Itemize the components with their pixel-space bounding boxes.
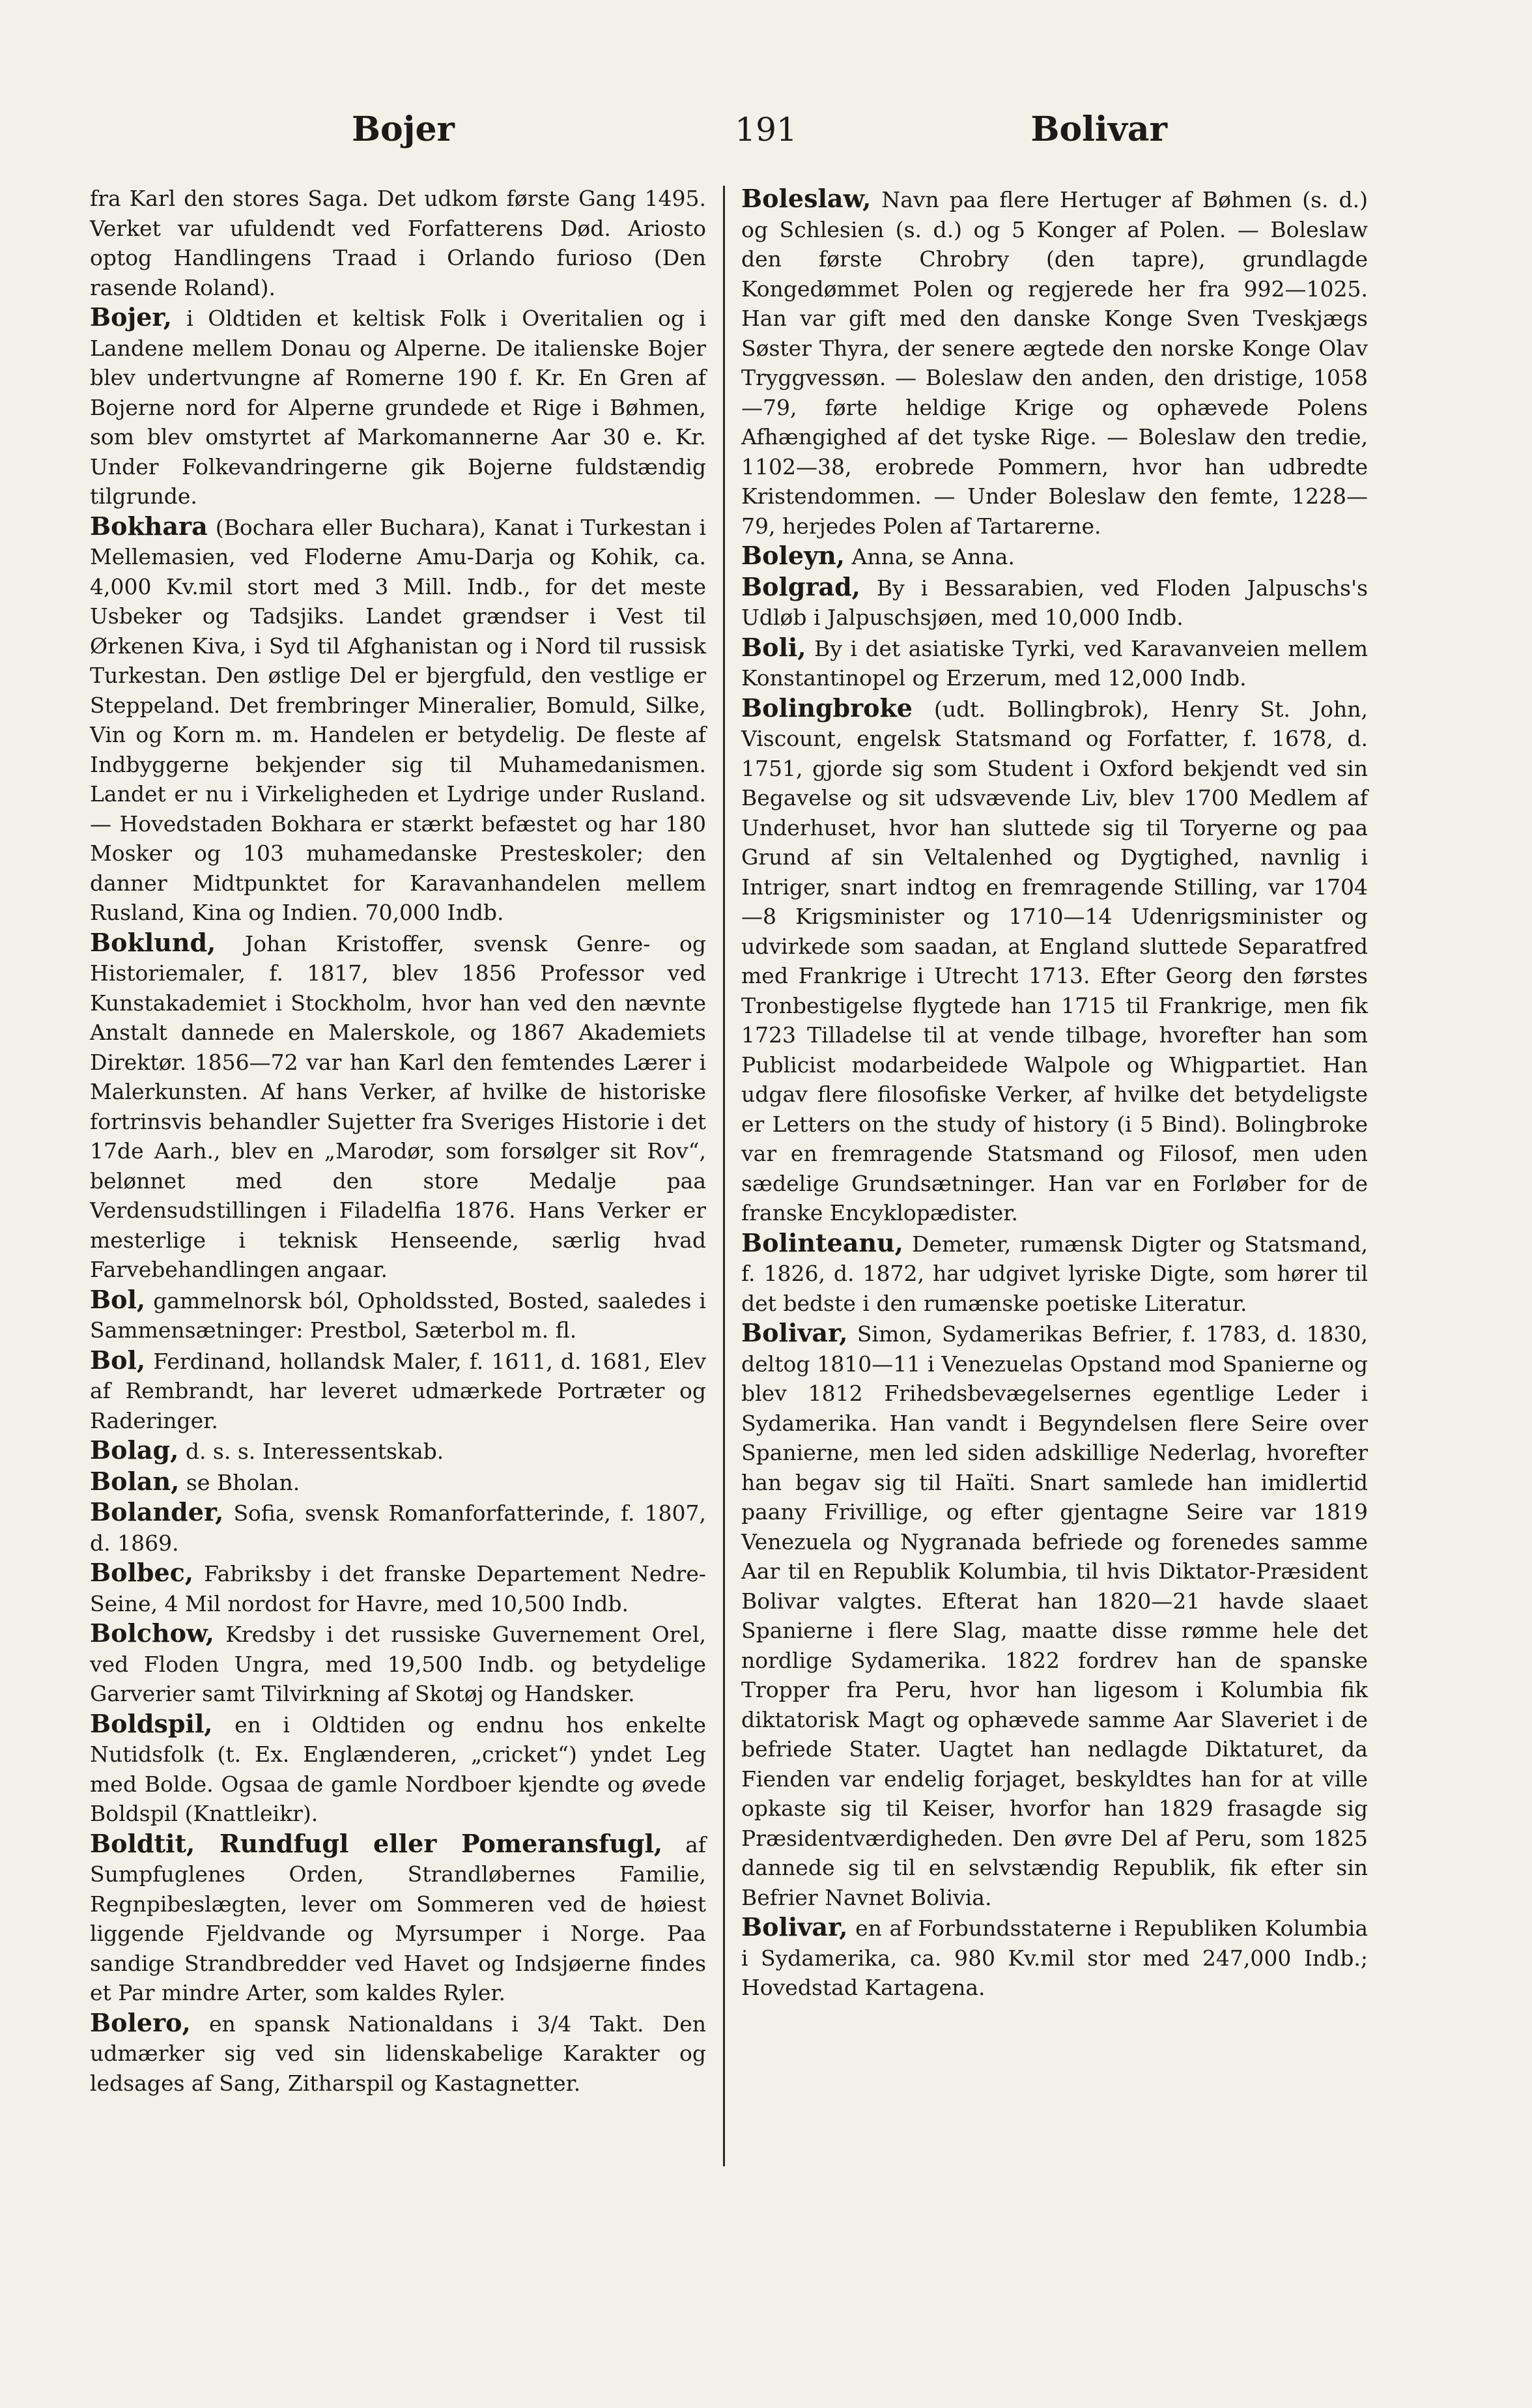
- dictionary-entry: [741, 541, 1368, 572]
- entry-text: Navn paa flere Hertuger af Bøhmen (s. d.) og Schlesien (s. d.) og 5 Konger af Polen. — Boleslaw den første Chrobry (den tapre), grundlagde Kongedømmet Polen og regjerede her fra 992—1025. Han var gift med den danske Konge Sven Tveskjægs Søster Thyra, der senere ægtede den norske Konge Olav Tryggvessøn. — Boleslaw den anden, den dristige, 1058—79, førte heldige Krige og ophævede Polens Afhængighed af det tyske Rige. — Boleslaw den tredie, 1102—38, erobrede Pommern, hvor han udbredte Kristendommen. — Under Boleslaw den femte, 1228—79, herjedes Polen af Tartarerne.: [741, 187, 1368, 539]
- entry-headword: Bokhara: [90, 511, 208, 541]
- entry-text: Anna, se Anna.: [851, 544, 1015, 569]
- dictionary-entry: [741, 1912, 1368, 2003]
- dictionary-entry: [90, 1497, 706, 1558]
- entry-headword: Bolingbroke: [741, 693, 913, 723]
- dictionary-entry: [90, 1618, 706, 1709]
- entry-text: en i Oldtiden og endnu hos enkelte Nutidsfolk (t. Ex. Englænderen, „cricket“) yndet Leg med Bolde. Ogsaa de gamle Nordboer kjendte og øvede Boldspil (Knattleikr).: [90, 1712, 706, 1826]
- dictionary-entry: [90, 1467, 706, 1498]
- entry-headword: Bolivar,: [741, 1912, 848, 1942]
- entry-text: Fabriksby i det franske Departement Nedre-Seine, 4 Mil nordost for Havre, med 10,500 Indb.: [90, 1561, 706, 1616]
- entry-headword: Boklund,: [90, 927, 216, 957]
- entry-text: se Bholan.: [186, 1469, 300, 1495]
- entry-headword: Boli,: [741, 632, 806, 662]
- page-header: [91, 109, 1441, 155]
- page-number: 191: [735, 111, 797, 149]
- entry-headword: Bolbec,: [90, 1558, 194, 1587]
- dictionary-entry: [741, 184, 1368, 541]
- entry-text: Johan Kristoffer, svensk Genre- og Historiemaler, f. 1817, blev 1856 Professor ved Kunstakademiet i Stockholm, hvor han ved den nævnte Anstalt dannede en Malerskole, og 1867 Akademiets Direktør. 1856—72 var han Karl den femtendes Lærer i Malerkunsten. Af hans Verker, af hvilke de historiske fortrinsvis behandler Sujetter fra Sveriges Historie i det 17de Aarh., blev en „Marodør, som forsølger sit Rov“, belønnet med den store Medalje paa Verdensudstillingen i Filadelfia 1876. Hans Verker er mesterlige i teknisk Henseende, særlig hvad Farvebehandlingen angaar.: [90, 930, 706, 1282]
- entry-headword: Bolivar,: [741, 1318, 848, 1347]
- dictionary-entry: [90, 184, 706, 302]
- entry-text: af Sumpfuglenes Orden, Strandløbernes Familie, Regnpibeslægten, lever om Sommeren ved de høiest liggende Fjeldvande og Myrsumper i Norge. Paa sandige Strandbredder ved Havet og Indsjøerne findes et Par mindre Arter, som kaldes Ryler.: [90, 1831, 706, 2005]
- entry-headword: Bolgrad,: [741, 571, 860, 601]
- dictionary-entry: [741, 693, 1368, 1228]
- column-divider: [723, 186, 725, 2166]
- dictionary-entry: [90, 2008, 706, 2099]
- entry-headword: Boleyn,: [741, 541, 845, 570]
- header-right-guide-word: Bolivar: [1030, 109, 1167, 149]
- entry-headword: Bol,: [90, 1284, 146, 1314]
- entry-headword: Bojer,: [90, 302, 172, 332]
- entry-headword: Bolero,: [90, 2007, 191, 2037]
- dictionary-entry: [741, 633, 1368, 693]
- entry-text: Ferdinand, hollandsk Maler, f. 1611, d. 1681, Elev af Rembrandt, har leveret udmærkede Portræter og Raderinger.: [90, 1348, 706, 1433]
- entry-headword: Boldspil,: [90, 1708, 213, 1738]
- header-left-guide-word: Bojer: [352, 109, 455, 149]
- entry-headword: Bolchow,: [90, 1618, 214, 1648]
- right-column: [741, 184, 1368, 2003]
- entry-text: en spansk Nationaldans i 3/4 Takt. Den udmærker sig ved sin lidenskabelige Karakter og ledsages af Sang, Zitharspil og Kastagnetter.: [90, 2011, 706, 2096]
- dictionary-entry: [90, 1558, 706, 1618]
- entry-text: By i det asiatiske Tyrki, ved Karavanveien mellem Konstantinopel og Erzerum, med 12,000 Indb.: [741, 635, 1368, 691]
- dictionary-entry: [741, 572, 1368, 633]
- entry-headword: Boleslaw,: [741, 184, 872, 213]
- entry-text: Simon, Sydamerikas Befrier, f. 1783, d. 1830, deltog 1810—11 i Venezuelas Opstand mod Spanierne og blev 1812 Frihedsbevægelsernes egentlige Leder i Sydamerika. Han vandt i Begyndelsen flere Seire over Spanierne, men led siden adskillige Nederlag, hvorefter han begav sig til Haïti. Snart samlede han imidlertid paany Frivillige, og efter gjentagne Seire var 1819 Venezuela og Nygranada befriede og forenedes samme Aar til en Republik Kolumbia, til hvis Diktator-Præsident Bolivar valgtes. Efterat han 1820—21 havde slaaet Spanierne i flere Slag, maatte disse rømme hele det nordlige Sydamerika. 1822 fordrev han de spanske Tropper fra Peru, hvor han ligesom i Kolumbia fik diktatorisk Magt og ophævede samme Aar Slaveriet i de befriede Stater. Uagtet han nedlagde Diktaturet, da Fienden var endelig forjaget, beskyldtes han for at ville opkaste sig til Keiser, hvorfor han 1829 frasagde sig Præsidentværdigheden. Den øvre Del af Peru, som 1825 dannede sig til en selvstændig Republik, fik efter sin Befrier Navnet Bolivia.: [741, 1321, 1368, 1910]
- dictionary-entry: [90, 928, 706, 1285]
- entry-text: en af Forbundsstaterne i Republiken Kolumbia i Sydamerika, ca. 980 Kv.mil stor med 247,000 Indb.; Hovedstad Kartagena.: [741, 1915, 1368, 2000]
- entry-text: fra Karl den stores Saga. Det udkom første Gang 1495. Verket var ufuldendt ved Forfatterens Død. Ariosto optog Handlingens Traad i Orlando furioso (Den rasende Roland).: [90, 186, 706, 300]
- entry-text: i Oldtiden et keltisk Folk i Overitalien og i Landene mellem Donau og Alperne. De italienske Bojer blev undertvungne af Romerne 190 f. Kr. En Gren af Bojerne nord for Alperne grundede et Rige i Bøhmen, som blev omstyrtet af Markomannerne Aar 30 e. Kr. Under Folkevandringerne gik Bojerne fuldstændig tilgrunde.: [90, 306, 706, 509]
- entry-headword: Boldtit, Rundfugl eller Pomeransfugl,: [90, 1828, 663, 1858]
- dictionary-entry: [90, 1709, 706, 1829]
- entry-text: d. s. s. Interessentskab.: [185, 1439, 444, 1464]
- entry-text: gammelnorsk ból, Opholdssted, Bosted, saaledes i Sammensætninger: Prestbol, Sæterbol m. fl.: [90, 1287, 706, 1343]
- entry-text: By i Bessarabien, ved Floden Jalpuschs's Udløb i Jalpuschsjøen, med 10,000 Indb.: [741, 575, 1369, 630]
- entry-headword: Bol,: [90, 1345, 146, 1375]
- entry-text: (Bochara eller Buchara), Kanat i Turkestan i Mellemasien, ved Floderne Amu-Darja og Kohik, ca. 4,000 Kv.mil stort med 3 Mill. Indb., for det meste Usbeker og Tadsjiks. Landet grændser i Vest til Ørkenen Kiva, i Syd til Afghanistan og i Nord til russisk Turkestan. Den østlige Del er bjergfuld, den vestlige er Steppeland. Det frembringer Mineralier, Bomuld, Silke, Vin og Korn m. m. Handelen er betydelig. De fleste af Indbyggerne bekjender sig til Muhamedanismen. Landet er nu i Virkeligheden et Lydrige under Rusland. — Hovedstaden Bokhara er stærkt befæstet og har 180 Mosker og 103 muhamedanske Presteskoler; den danner Midtpunktet for Karavanhandelen mellem Rusland, Kina og Indien. 70,000 Indb.: [90, 514, 706, 925]
- dictionary-entry: [90, 302, 706, 511]
- entry-text: Kredsby i det russiske Guvernement Orel, ved Floden Ungra, med 19,500 Indb. og betydelige Garverier samt Tilvirkning af Skotøj og Handsker.: [90, 1622, 707, 1706]
- dictionary-entry: [90, 1829, 706, 2008]
- dictionary-entry: [741, 1228, 1368, 1319]
- dictionary-entry: [90, 1435, 706, 1467]
- entry-headword: Bolander,: [90, 1497, 224, 1526]
- entry-headword: Bolan,: [90, 1466, 180, 1496]
- dictionary-entry: [90, 1285, 706, 1345]
- entry-headword: Bolag,: [90, 1435, 179, 1465]
- dictionary-entry: [90, 1345, 706, 1436]
- entry-text: Demeter, rumænsk Digter og Statsmand, f. 1826, d. 1872, har udgivet lyriske Digte, som hører til det bedste i den rumænske poetiske Literatur.: [741, 1231, 1368, 1316]
- entry-text: (udt. Bollingbrok), Henry St. John, Viscount, engelsk Statsmand og Forfatter, f. 1678, d. 1751, gjorde sig som Student i Oxford bekjendt ved sin Begavelse og sit udsvævende Liv, blev 1700 Medlem af Underhuset, hvor han sluttede sig til Toryerne og paa Grund af sin Veltalenhed og Dygtighed, navnlig i Intriger, snart indtog en fremragende Stilling, var 1704—8 Krigsminister og 1710—14 Udenrigsminister og udvirkede som saadan, at England sluttede Separatfred med Frankrige i Utrecht 1713. Efter Georg den førstes Tronbestigelse flygtede han 1715 til Frankrige, men fik 1723 Tilladelse til at vende tilbage, hvorefter han som Publicist modarbeidede Walpole og Whigpartiet. Han udgav flere filosofiske Verker, af hvilke det betydeligste er Letters on the study of history (i 5 Bind). Bolingbroke var en fremragende Statsmand og Filosof, men uden sædelige Grundsætninger. Han var en Forløber for de franske Encyklopædister.: [741, 696, 1368, 1226]
- entry-headword: Bolinteanu,: [741, 1227, 903, 1257]
- dictionary-entry: [90, 511, 706, 928]
- entry-text: Sofia, svensk Romanforfatterinde, f. 1807, d. 1869.: [90, 1500, 706, 1556]
- left-column: [90, 184, 706, 2098]
- dictionary-entry: [741, 1318, 1368, 1912]
